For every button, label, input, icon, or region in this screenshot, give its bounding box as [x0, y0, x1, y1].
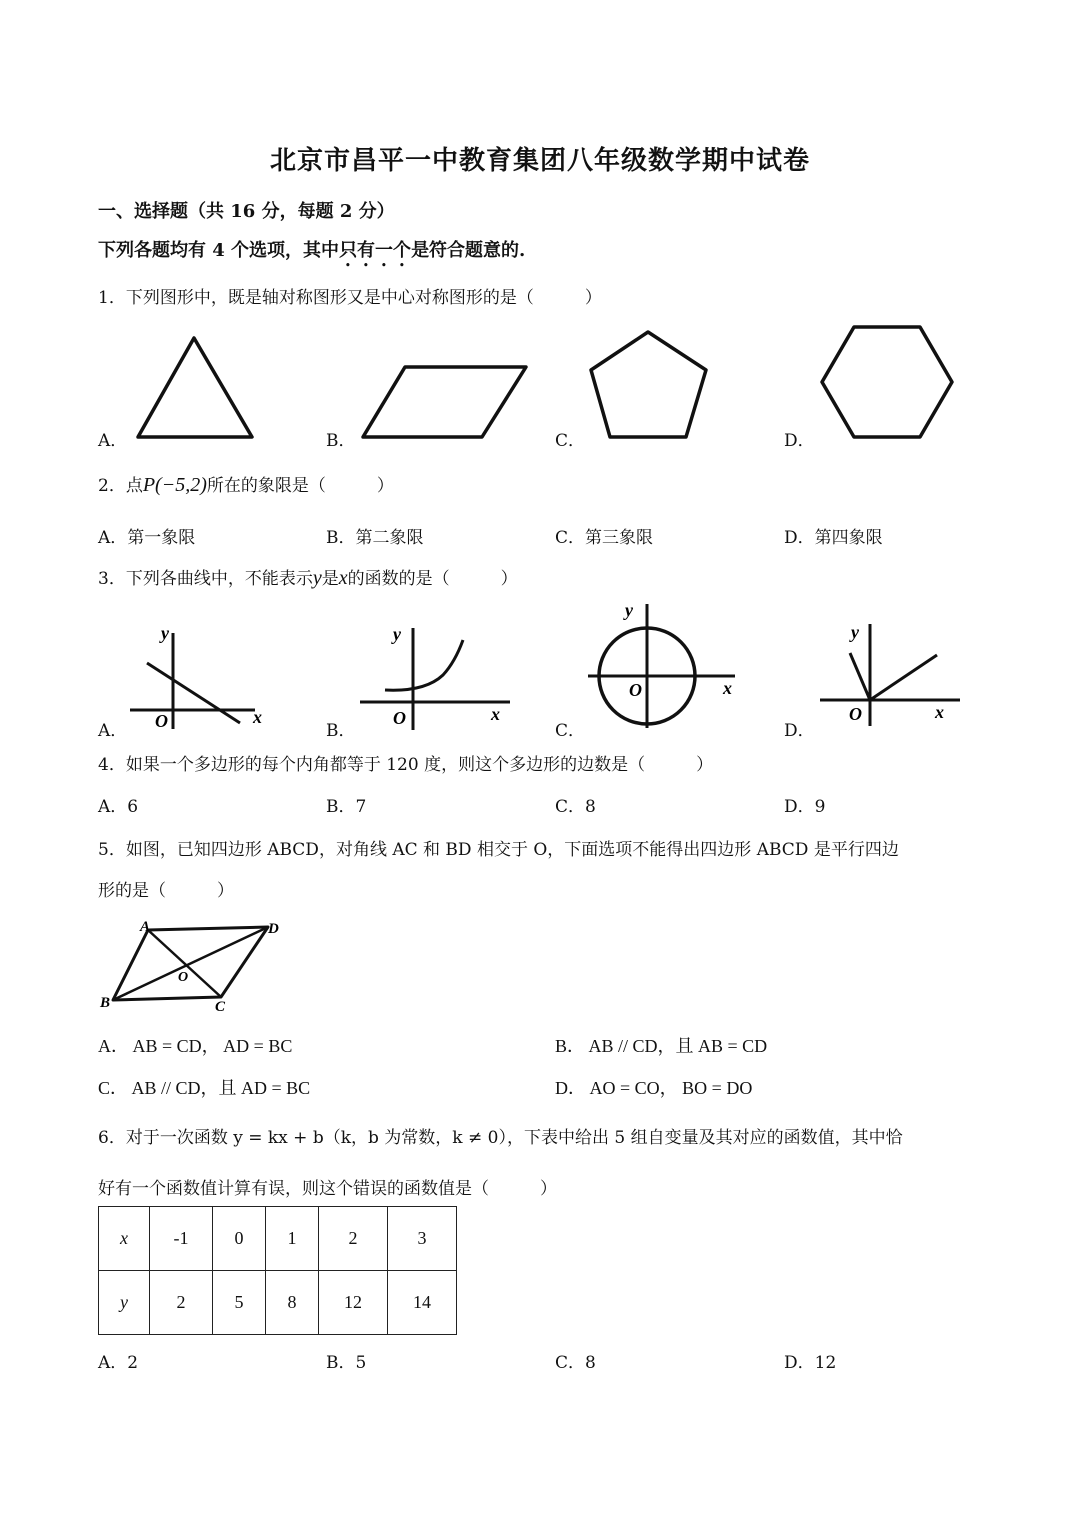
q1-option-d-label: D．	[784, 431, 815, 451]
instruction-post: 是符合题意的.	[411, 240, 526, 261]
q5-option-d: D． AO = CO， BO = DO	[555, 1078, 753, 1098]
q2-point: P(−5,2)	[142, 474, 207, 496]
center-o-label: O	[178, 970, 189, 985]
graph-b-curve	[355, 620, 515, 735]
q1-option-a-label: A．	[98, 431, 128, 451]
graph-d-origin-label: O	[849, 704, 862, 724]
table-cell: 2	[319, 1207, 388, 1271]
graph-b-x-label: x	[491, 704, 500, 724]
q6-option-d: D．12	[784, 1353, 837, 1373]
graph-c-x-label: x	[723, 678, 732, 698]
vertex-b-label: B	[100, 995, 111, 1011]
vertex-c-label: C	[215, 999, 226, 1015]
graph-c-origin-label: O	[629, 680, 642, 700]
quadrilateral-abcd-figure	[98, 915, 288, 1015]
q6-option-c: C．8	[555, 1353, 596, 1373]
graph-c-y-label: y	[625, 600, 633, 620]
table-cell: 0	[213, 1207, 266, 1271]
q3-var-x: x	[338, 567, 348, 589]
section-heading: 一、选择题（共 16 分，每题 2 分）	[98, 201, 395, 222]
q4-option-a: A．6	[98, 797, 139, 817]
table-row-label-y: y	[99, 1271, 150, 1335]
graph-a-y-label: y	[161, 623, 169, 643]
question-5-stem-line-1: 5．如图，已知四边形 ABCD，对角线 AC 和 BD 相交于 O，下面选项不能得出四边形 ABCD 是平行四边	[98, 840, 899, 860]
q3-option-d-label: D．	[784, 721, 815, 741]
q4-option-d: D．9	[784, 797, 826, 817]
function-values-table	[98, 1206, 457, 1335]
q5-option-b: B． AB // CD，且 AB = CD	[555, 1036, 768, 1056]
question-1-stem: 1．下列图形中，既是轴对称图形又是中心对称图形的是（ ）	[98, 288, 602, 308]
graph-a-line	[125, 625, 265, 735]
table-cell: 8	[266, 1271, 319, 1335]
instruction-emphasis: 只有一个	[339, 240, 412, 261]
table-cell: 12	[319, 1271, 388, 1335]
graph-b-origin-label: O	[393, 708, 406, 728]
parallelogram-figure	[360, 360, 530, 440]
q3-option-b-label: B．	[326, 721, 356, 741]
page-title: 北京市昌平一中教育集团八年级数学期中试卷	[269, 146, 810, 176]
table-row	[99, 1207, 457, 1271]
vertex-d-label: D	[268, 921, 279, 937]
table-cell: 14	[388, 1271, 457, 1335]
q5-option-c: C． AB // CD，且 AD = BC	[98, 1078, 311, 1098]
q6-option-b: B．5	[326, 1353, 367, 1373]
question-6-stem-line-1: 6．对于一次函数 y = kx + b（k，b 为常数，k ≠ 0），下表中给出 5 组自变量及其对应的函数值，其中恰	[98, 1128, 903, 1148]
table-cell: 3	[388, 1207, 457, 1271]
table-cell: 2	[150, 1271, 213, 1335]
q2-stem-pre: 2．点	[98, 476, 143, 496]
table-cell: 5	[213, 1271, 266, 1335]
q3-var-y: y	[312, 567, 322, 589]
pentagon-figure	[585, 325, 715, 445]
instruction-pre: 下列各题均有 4 个选项，其中	[98, 240, 340, 261]
graph-b-y-label: y	[393, 624, 401, 644]
q3-option-c-label: C．	[555, 721, 586, 741]
q3-stem-pre: 3．下列各曲线中，不能表示	[98, 569, 313, 589]
q2-option-b: B．第二象限	[326, 528, 424, 548]
vertex-a-label: A	[140, 919, 151, 935]
question-2-stem	[98, 471, 394, 497]
table-cell: -1	[150, 1207, 213, 1271]
table-row-label-x: x	[99, 1207, 150, 1271]
section-instruction	[98, 236, 525, 271]
graph-d-x-label: x	[935, 702, 944, 722]
question-3-stem	[98, 564, 518, 590]
graph-c-circle	[585, 598, 745, 733]
q2-option-c: C．第三象限	[555, 528, 654, 548]
q2-option-a: A．第一象限	[98, 528, 196, 548]
q2-stem-post: 所在的象限是（ ）	[206, 476, 394, 496]
graph-d-lines	[815, 618, 965, 733]
q3-option-a-label: A．	[98, 721, 128, 741]
q4-option-c: C．8	[555, 797, 596, 817]
graph-a-origin-label: O	[155, 711, 168, 731]
q5-option-a: A． AB = CD， AD = BC	[98, 1036, 293, 1056]
question-6-stem-line-2: 好有一个函数值计算有误，则这个错误的函数值是（ ）	[98, 1179, 557, 1199]
q1-option-c-label: C．	[555, 431, 586, 451]
q4-option-b: B．7	[326, 797, 367, 817]
q6-option-a: A．2	[98, 1353, 139, 1373]
hexagon-figure	[815, 320, 960, 445]
q3-stem-mid: 是	[321, 569, 339, 589]
q1-option-b-label: B．	[326, 431, 356, 451]
table-cell: 1	[266, 1207, 319, 1271]
graph-d-y-label: y	[851, 622, 859, 642]
q2-option-d: D．第四象限	[784, 528, 883, 548]
table-row	[99, 1271, 457, 1335]
question-5-stem-line-2: 形的是（ ）	[98, 881, 234, 901]
question-4-stem: 4．如果一个多边形的每个内角都等于 120 度，则这个多边形的边数是（ ）	[98, 755, 714, 775]
q3-stem-post: 的函数的是（ ）	[347, 569, 518, 589]
triangle-figure	[130, 330, 260, 445]
graph-a-x-label: x	[253, 707, 262, 727]
